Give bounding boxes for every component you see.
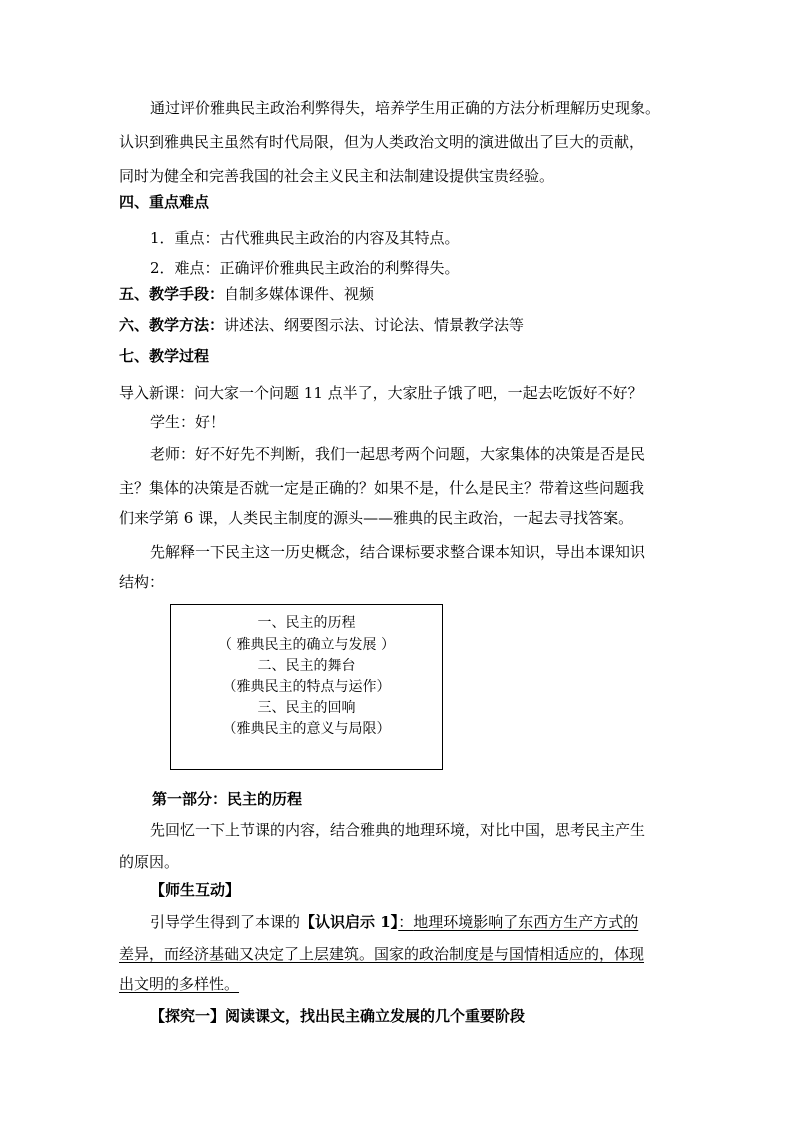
insight-text-2: 差异，而经济基础又决定了上层建筑。国家的政治制度是与国情相适应的，体现	[119, 945, 645, 963]
structure-item: （雅典民主的特点与运作）	[222, 679, 391, 695]
explain-line-1: 先解释一下民主这一历史概念，结合课标要求整合课本知识，导出本课知识	[150, 543, 646, 561]
interaction-heading: 【师生互动】	[150, 881, 241, 899]
objectives-line-1: 通过评价雅典民主政治利弊得失，培养学生用正确的方法分析理解历史现象。	[150, 99, 661, 117]
section-4-heading: 四、重点难点	[119, 193, 210, 211]
student-reply: 学生：好！	[150, 413, 226, 431]
structure-item: 二、民主的舞台	[257, 658, 356, 674]
insight-label: 【认识启示 1】	[300, 913, 399, 931]
structure-item: （ 雅典民主的确立与发展 ）	[218, 637, 395, 653]
teacher-line-2: 主？集体的决策是否就一定是正确的？如果不是，什么是民主？带着这些问题我	[119, 479, 645, 497]
structure-item: 三、民主的回响	[257, 700, 356, 716]
guide-colon: ：	[398, 913, 414, 931]
explain-line-2: 结构：	[119, 573, 165, 591]
section-5-line	[119, 284, 374, 304]
guide-line-1	[150, 912, 638, 932]
objectives-line-3: 同时为健全和完善我国的社会主义民主和法制建设提供宝贵经验。	[119, 167, 555, 185]
intro-line: 导入新课：问大家一个问题 11 点半了，大家肚子饿了吧，一起去吃饭好不好？	[119, 384, 643, 402]
part-1-para-line-1: 先回忆一下上节课的内容，结合雅典的地理环境，对比中国，思考民主产生	[150, 821, 646, 839]
insight-text-3: 出文明的多样性。	[119, 975, 240, 993]
section-6-heading: 六、教学方法：	[119, 316, 225, 334]
structure-item: 一、民主的历程	[257, 615, 356, 631]
key-point-item: 1．重点：古代雅典民主政治的内容及其特点。	[150, 229, 460, 247]
difficult-point-item: 2．难点：正确评价雅典民主政治的利弊得失。	[150, 259, 460, 277]
part-1-para-line-2: 的原因。	[119, 853, 180, 871]
guide-prefix: 引导学生得到了本课的	[150, 913, 301, 931]
structure-item: （雅典民主的意义与局限）	[222, 721, 391, 737]
explore-1-heading: 【探究一】阅读课文，找出民主确立发展的几个重要阶段	[150, 1007, 526, 1025]
teacher-line-1: 老师：好不好先不判断，我们一起思考两个问题，大家集体的决策是否是民	[150, 445, 646, 463]
section-6-line	[119, 315, 524, 335]
section-5-text: 自制多媒体课件、视频	[224, 285, 375, 303]
section-6-text: 讲述法、纲要图示法、讨论法、情景教学法等	[224, 316, 525, 334]
section-5-heading: 五、教学手段：	[119, 285, 225, 303]
knowledge-structure-box	[170, 604, 443, 770]
objectives-line-2: 认识到雅典民主虽然有时代局限，但为人类政治文明的演进做出了巨大的贡献，	[119, 133, 645, 151]
teacher-line-3: 们来学第 6 课，人类民主制度的源头——雅典的民主政治，一起去寻找答案。	[119, 509, 634, 527]
section-7-heading: 七、教学过程	[119, 347, 210, 365]
part-1-heading: 第一部分：民主的历程	[152, 790, 303, 808]
insight-text-1: 地理环境影响了东西方生产方式的	[413, 913, 639, 931]
